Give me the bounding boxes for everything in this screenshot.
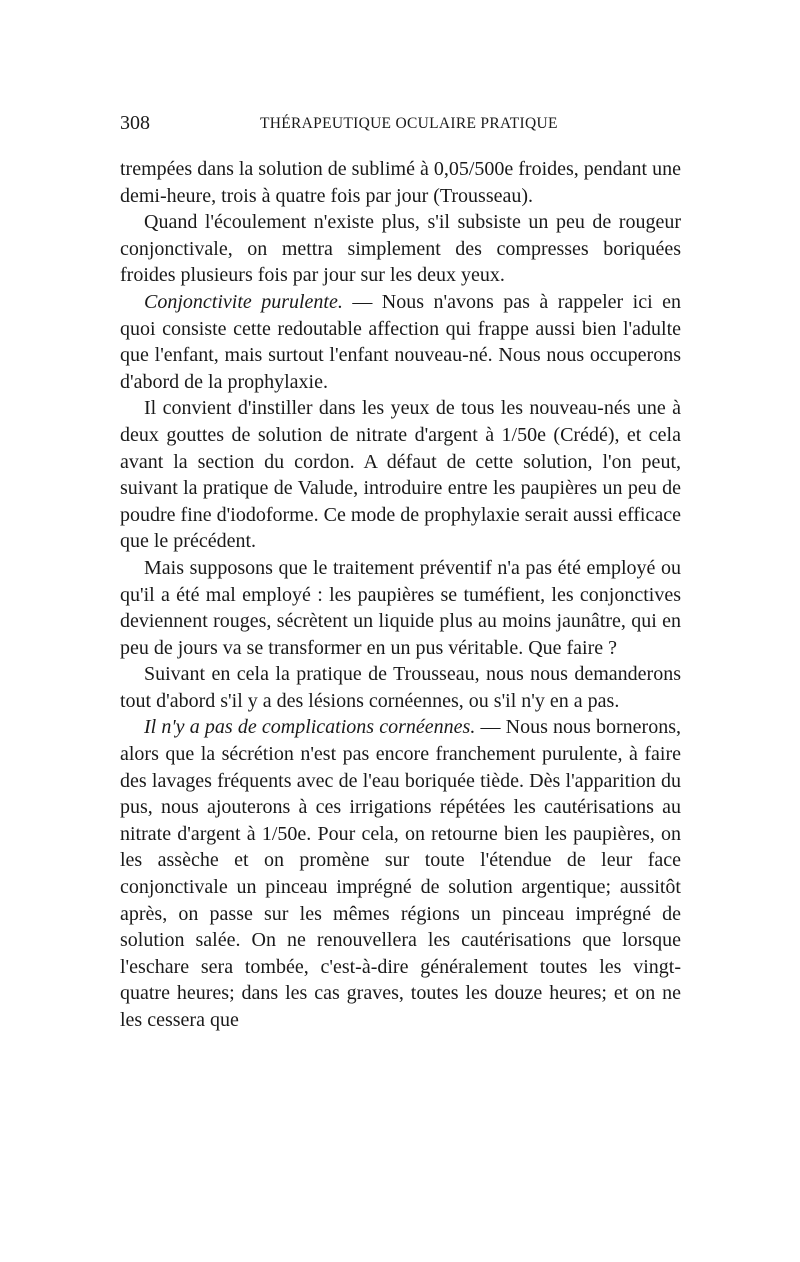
section-heading-pas-de-complications: Il n'y a pas de complications cornéennes. — [144, 716, 476, 739]
paragraph-4 — [120, 395, 681, 555]
paragraph-7-text: — Nous nous bornerons, alors que la sécrétion n'est pas encore franchement purulente, à faire des lavages fréquents avec de l'eau boriquée tiède. Dès l'apparition du pus, nous ajouterons à ces irrigations répétées les cautérisations au nitrate d'argent à 1/50e. Pour cela, on retourne bien les paupières, on les assèche et on promène sur toute l'étendue de leur face conjonctivale un pinceau imprégné de solution argentique; aussitôt après, on passe sur les mêmes régions un pinceau imprégné de solution salée. On ne renouvellera les cautérisations que lorsque l'eschare sera tombée, c'est-à-dire généralement toutes les vingt-quatre heures; dans les cas graves, toutes les douze heures; et on ne les cessera que — [120, 716, 681, 1031]
paragraph-6-text: Suivant en cela la pratique de Trousseau, nous nous demanderons tout d'abord s'il y a des lésions cornéennes, ou s'il n'y en a pas. — [120, 663, 681, 712]
paragraph-5 — [120, 555, 681, 661]
page-number: 308 — [120, 112, 150, 134]
book-page — [120, 112, 681, 1034]
paragraph-3 — [120, 289, 681, 395]
paragraph-3-text: — Nous n'avons pas à rappeler ici en quoi consiste cette redoutable affection qui frappe aussi bien l'adulte que l'enfant, mais surtout l'enfant nouveau-né. Nous nous occuperons d'abord de la prophylaxie. — [120, 290, 681, 393]
running-title: THÉRAPEUTIQUE OCULAIRE PRATIQUE — [260, 115, 558, 132]
paragraph-4-text: Il convient d'instiller dans les yeux de tous les nouveau-nés une à deux gouttes de solution de nitrate d'argent à 1/50e (Crédé), et cela avant la section du cordon. A défaut de cette solution, l'on peut, suivant la pratique de Valude, introduire entre les paupières un peu de poudre fine d'iodoforme. Ce mode de prophylaxie serait aussi efficace que le précédent. — [120, 397, 681, 553]
section-heading-conjonctivite-purulente: Conjonctivite purulente. — [144, 290, 343, 313]
paragraph-1 — [120, 156, 681, 209]
paragraph-2 — [120, 209, 681, 289]
paragraph-2-text: Quand l'écoulement n'existe plus, s'il subsiste un peu de rougeur conjonctivale, on mettra simplement des compresses boriquées froides plusieurs fois par jour sur les deux yeux. — [120, 211, 681, 287]
paragraph-6 — [120, 661, 681, 714]
paragraph-7 — [120, 714, 681, 1033]
paragraph-1-text: trempées dans la solution de sublimé à 0,05/500e froides, pendant une demi-heure, trois à quatre fois par jour (Trousseau). — [120, 158, 681, 207]
paragraph-5-text: Mais supposons que le traitement préventif n'a pas été employé ou qu'il a été mal employé : les paupières se tuméfient, les conjonctives deviennent rouges, sécrètent un liquide plus au moins jaunâtre, qui en peu de jours va se transformer en un pus véritable. Que faire ? — [120, 556, 681, 659]
running-head — [120, 112, 681, 142]
body-text — [120, 156, 681, 1034]
